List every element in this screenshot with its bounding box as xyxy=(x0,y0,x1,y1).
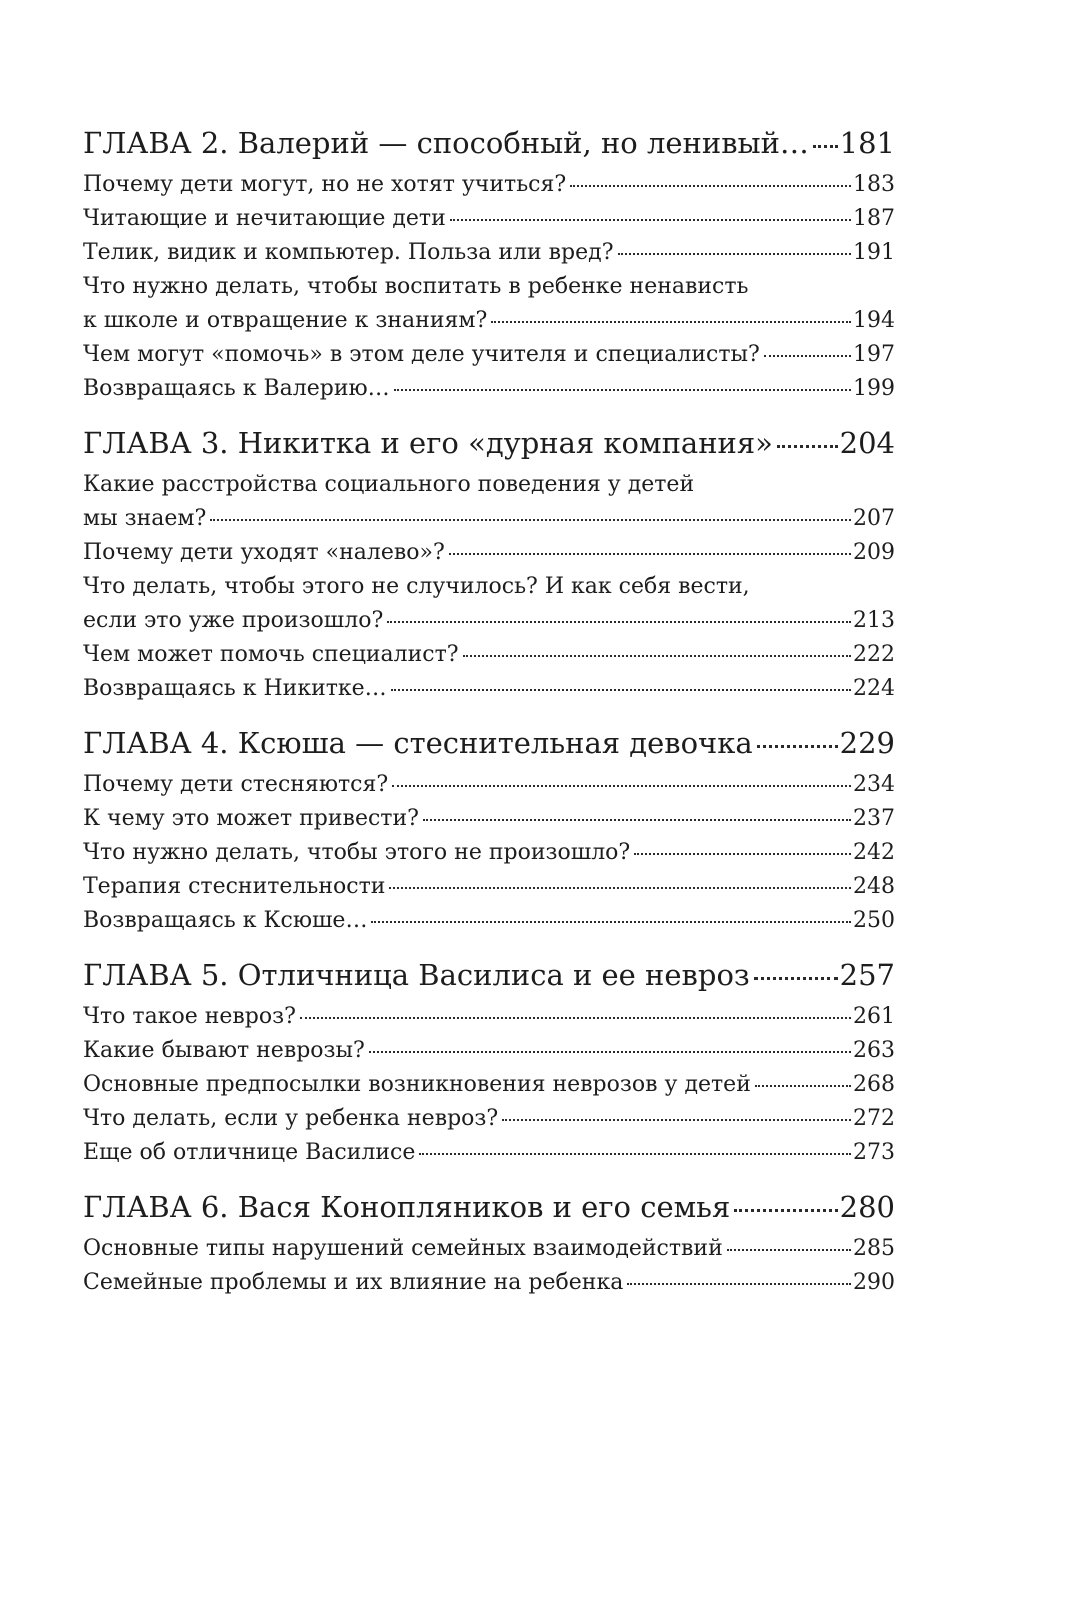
page-number: 280 xyxy=(839,1190,895,1224)
toc-entry[interactable] xyxy=(83,1232,895,1266)
toc-entry[interactable] xyxy=(83,768,895,802)
chapter-title: ГЛАВА 2. Валерий — способный, но ленивый… xyxy=(83,126,809,160)
toc-entry-last-line xyxy=(83,502,895,536)
page-number: 222 xyxy=(853,642,895,667)
entry-title: к школе и отвращение к знаниям? xyxy=(83,308,488,333)
entry-title: Терапия стеснительности xyxy=(83,874,386,899)
toc-entry[interactable] xyxy=(83,1136,895,1170)
dot-leader xyxy=(618,237,851,259)
toc-entry[interactable] xyxy=(83,836,895,870)
entry-title-line-1: Какие расстройства социального поведения у детей xyxy=(83,472,695,497)
page-number: 242 xyxy=(853,840,895,865)
page-number: 248 xyxy=(853,874,895,899)
page-number: 194 xyxy=(853,308,895,333)
toc-entry[interactable] xyxy=(83,168,895,202)
page-number: 191 xyxy=(853,240,895,265)
entry-title: если это уже произошло? xyxy=(83,608,384,633)
page-number: 272 xyxy=(853,1106,895,1131)
entry-title: Семейные проблемы и их влияние на ребенка xyxy=(83,1270,624,1295)
dot-leader xyxy=(419,1137,851,1159)
toc-entry-last-line xyxy=(83,604,895,638)
page-number: 207 xyxy=(853,506,895,531)
dot-leader xyxy=(777,424,838,453)
entry-title: Какие бывают неврозы? xyxy=(83,1038,365,1063)
page-number: 229 xyxy=(839,726,895,760)
entry-title-line-1: Что нужно делать, чтобы воспитать в ребенке ненависть xyxy=(83,274,749,299)
toc-entry-last-line xyxy=(83,304,895,338)
dot-leader xyxy=(210,503,851,525)
entry-title: Основные предпосылки возникновения неврозов у детей xyxy=(83,1072,751,1097)
entry-title: Возвращаясь к Никитке… xyxy=(83,676,387,701)
dot-leader xyxy=(491,305,851,327)
dot-leader xyxy=(394,373,851,395)
page-number: 199 xyxy=(853,376,895,401)
entry-title: Еще об отличнице Василисе xyxy=(83,1140,416,1165)
entry-title: Почему дети уходят «налево»? xyxy=(83,540,445,565)
page-number: 237 xyxy=(853,806,895,831)
toc-entry[interactable] xyxy=(83,1102,895,1136)
chapter-title: ГЛАВА 3. Никитка и его «дурная компания» xyxy=(83,426,773,460)
toc-entry[interactable] xyxy=(83,802,895,836)
dot-leader xyxy=(757,724,838,753)
dot-leader xyxy=(764,339,851,361)
entry-title: Что делать, если у ребенка невроз? xyxy=(83,1106,499,1131)
chapter-heading[interactable] xyxy=(83,120,895,166)
page-number: 209 xyxy=(853,540,895,565)
page-number: 204 xyxy=(839,426,895,460)
chapter-heading[interactable] xyxy=(83,720,895,766)
dot-leader xyxy=(627,1267,851,1289)
page-number: 224 xyxy=(853,676,895,701)
toc-entry[interactable] xyxy=(83,904,895,938)
chapter-4 xyxy=(83,720,895,938)
entry-title: Основные типы нарушений семейных взаимодействий xyxy=(83,1236,723,1261)
dot-leader xyxy=(369,1035,851,1057)
toc-entry[interactable] xyxy=(83,1266,895,1300)
chapter-6 xyxy=(83,1184,895,1300)
toc-entry[interactable] xyxy=(83,1034,895,1068)
dot-leader xyxy=(300,1001,851,1023)
page-number: 234 xyxy=(853,772,895,797)
toc-entry[interactable] xyxy=(83,1068,895,1102)
dot-leader xyxy=(727,1233,851,1255)
entry-title: Возвращаясь к Ксюше… xyxy=(83,908,368,933)
toc-entry[interactable] xyxy=(83,338,895,372)
entry-title: Что такое невроз? xyxy=(83,1004,296,1029)
dot-leader xyxy=(389,871,851,893)
entry-title: Возвращаясь к Валерию… xyxy=(83,376,390,401)
page-number: 197 xyxy=(853,342,895,367)
entry-title: Читающие и нечитающие дети xyxy=(83,206,446,231)
entry-title: Телик, видик и компьютер. Польза или вред? xyxy=(83,240,614,265)
dot-leader xyxy=(391,673,851,695)
dot-leader xyxy=(449,537,851,559)
dot-leader xyxy=(754,956,838,985)
dot-leader xyxy=(734,1188,837,1217)
page-number: 290 xyxy=(853,1270,895,1295)
page-number: 261 xyxy=(853,1004,895,1029)
toc-entry[interactable] xyxy=(83,638,895,672)
dot-leader xyxy=(463,639,851,661)
chapter-heading[interactable] xyxy=(83,952,895,998)
toc-entry-multiline[interactable] xyxy=(83,570,895,638)
page-number: 183 xyxy=(853,172,895,197)
page-number: 181 xyxy=(839,126,895,160)
page-number: 187 xyxy=(853,206,895,231)
entry-title: Что нужно делать, чтобы этого не произошло? xyxy=(83,840,631,865)
toc-entry[interactable] xyxy=(83,536,895,570)
toc-entry[interactable] xyxy=(83,202,895,236)
toc-entry[interactable] xyxy=(83,1000,895,1034)
chapter-title: ГЛАВА 4. Ксюша — стеснительная девочка xyxy=(83,726,753,760)
entry-title: Почему дети могут, но не хотят учиться? xyxy=(83,172,567,197)
chapter-heading[interactable] xyxy=(83,420,895,466)
dot-leader xyxy=(570,169,851,191)
page-number: 213 xyxy=(853,608,895,633)
dot-leader xyxy=(813,124,838,153)
entry-title-line-1: Что делать, чтобы этого не случилось? И как себя вести, xyxy=(83,574,750,599)
entry-title: Чем могут «помочь» в этом деле учителя и специалисты? xyxy=(83,342,760,367)
chapter-title: ГЛАВА 6. Вася Конопляников и его семья xyxy=(83,1190,731,1224)
page-number: 268 xyxy=(853,1072,895,1097)
chapter-3 xyxy=(83,420,895,706)
dot-leader xyxy=(450,203,851,225)
dot-leader xyxy=(387,605,851,627)
entry-title: Чем может помочь специалист? xyxy=(83,642,459,667)
toc-entry[interactable] xyxy=(83,870,895,904)
dot-leader xyxy=(423,803,851,825)
toc-entry[interactable] xyxy=(83,372,895,406)
toc-entry[interactable] xyxy=(83,672,895,706)
chapter-2 xyxy=(83,120,895,406)
chapter-heading[interactable] xyxy=(83,1184,895,1230)
page-number: 273 xyxy=(853,1140,895,1165)
page-number: 257 xyxy=(839,958,895,992)
dot-leader xyxy=(634,837,851,859)
dot-leader xyxy=(755,1069,851,1091)
page-number: 250 xyxy=(853,908,895,933)
entry-title: мы знаем? xyxy=(83,506,207,531)
page-number: 285 xyxy=(853,1236,895,1261)
page-number: 263 xyxy=(853,1038,895,1063)
chapter-5 xyxy=(83,952,895,1170)
entry-title: Почему дети стесняются? xyxy=(83,772,389,797)
dot-leader xyxy=(392,769,851,791)
dot-leader xyxy=(371,905,851,927)
table-of-contents xyxy=(83,120,895,1314)
dot-leader xyxy=(502,1103,851,1125)
toc-entry[interactable] xyxy=(83,236,895,270)
toc-entry-multiline[interactable] xyxy=(83,468,895,536)
toc-entry-multiline[interactable] xyxy=(83,270,895,338)
chapter-title: ГЛАВА 5. Отличница Василиса и ее невроз xyxy=(83,958,750,992)
entry-title: К чему это может привести? xyxy=(83,806,419,831)
